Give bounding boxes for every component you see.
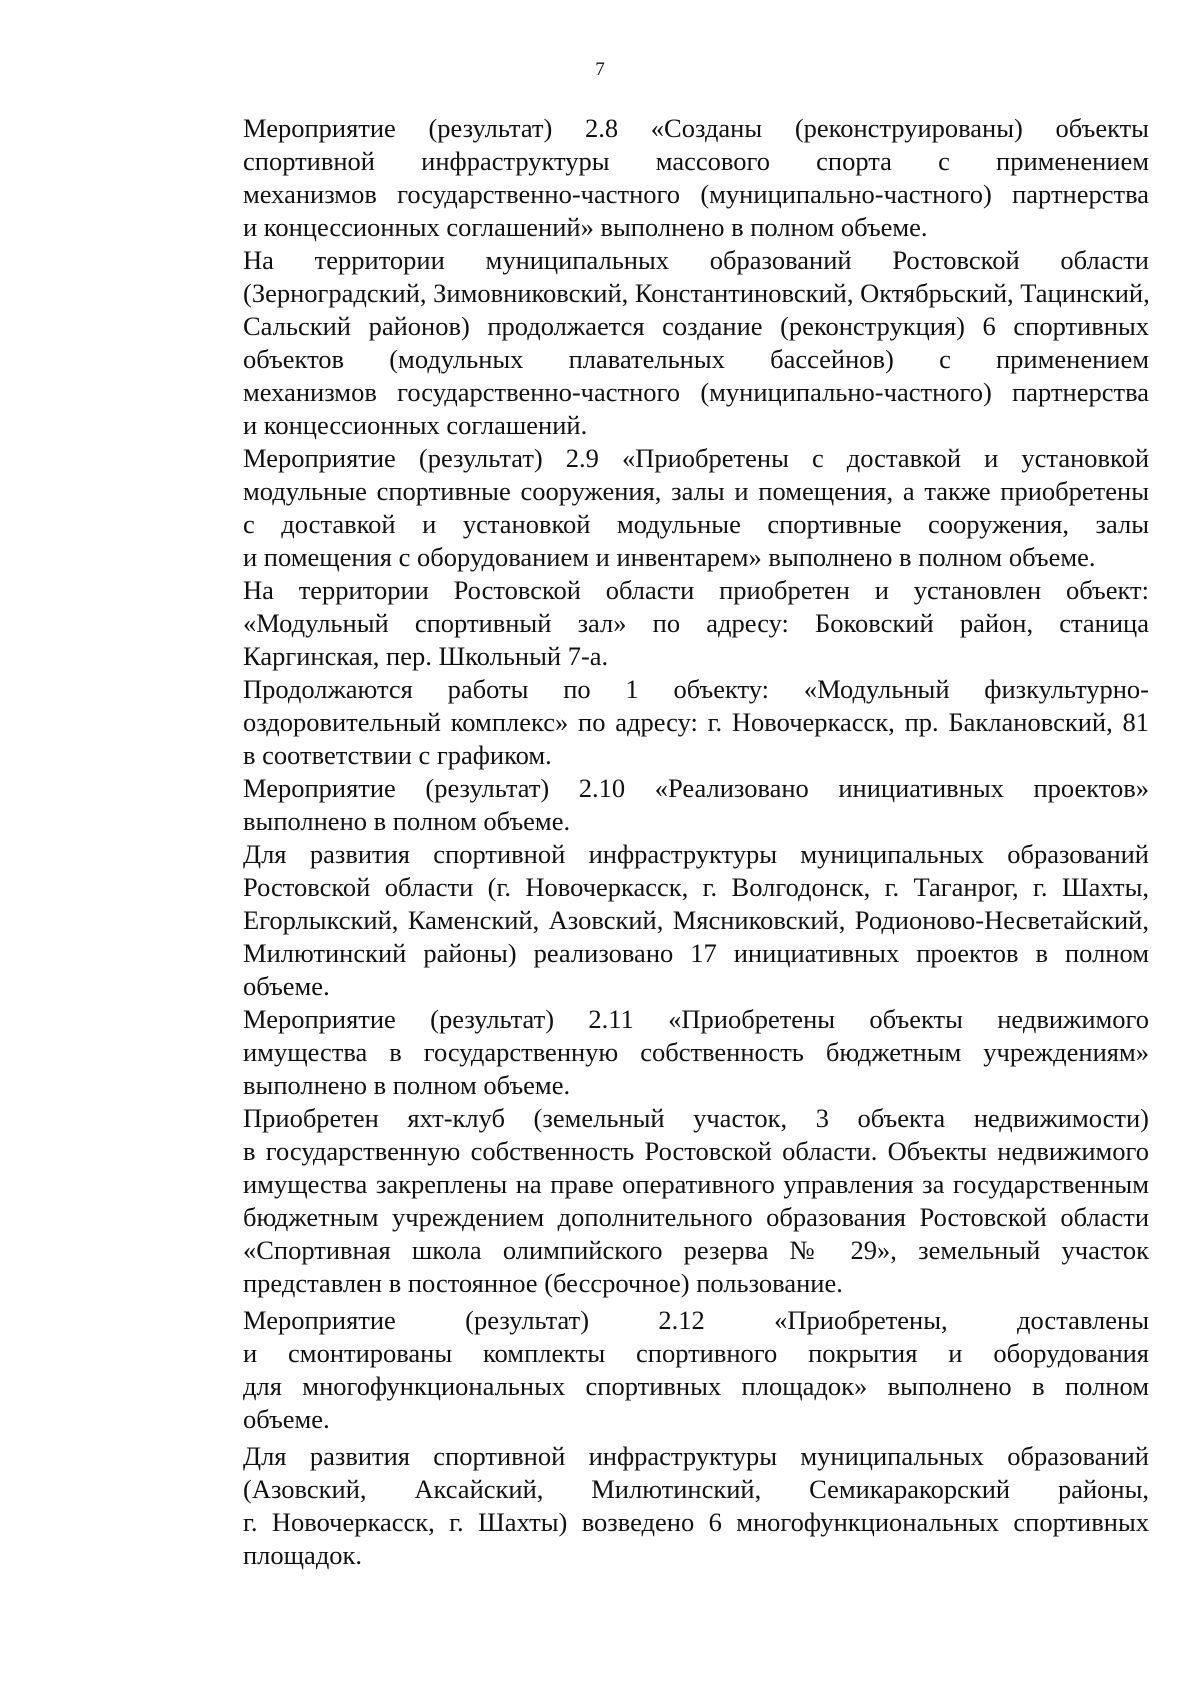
paragraph-line: объеме. xyxy=(243,1404,330,1434)
paragraph-line: Для развития спортивной инфраструктуры муниципальных образований xyxy=(243,839,1149,869)
paragraph-line: Мероприятие (результат) 2.9 «Приобретены с доставкой и установкой xyxy=(243,443,1149,473)
paragraph-line: объеме. xyxy=(243,971,330,1001)
paragraph-line: На территории Ростовской области приобретен и установлен объект: xyxy=(243,575,1149,605)
paragraph-line: оздоровительный комплекс» по адресу: г. Новочеркасск, пр. Баклановский, 81 xyxy=(243,707,1149,737)
paragraph-line: и концессионных соглашений» выполнено в полном объеме. xyxy=(243,212,928,242)
paragraph-line: имущества в государственную собственность бюджетным учреждениям» xyxy=(243,1037,1149,1067)
paragraph-line: механизмов государственно-частного (муниципально-частного) партнерства xyxy=(243,377,1149,407)
paragraph-line: представлен в постоянное (бессрочное) пользование. xyxy=(243,1268,843,1298)
paragraph-line: механизмов государственно-частного (муниципально-частного) партнерства xyxy=(243,179,1149,209)
paragraph-line: модульные спортивные сооружения, залы и помещения, а также приобретены xyxy=(243,476,1149,506)
paragraph xyxy=(172,1003,1149,1102)
paragraph-line: Мероприятие (результат) 2.12 «Приобретены, доставлены xyxy=(243,1305,1149,1335)
paragraph xyxy=(172,112,1149,244)
paragraph-line: «Модульный спортивный зал» по адресу: Боковский район, станица xyxy=(243,608,1149,638)
paragraph xyxy=(172,244,1149,442)
paragraph xyxy=(172,838,1149,1003)
paragraph-line: площадок. xyxy=(243,1540,363,1570)
paragraph xyxy=(172,772,1149,838)
paragraph xyxy=(172,442,1149,574)
paragraph xyxy=(172,1440,1149,1572)
paragraph xyxy=(172,673,1149,772)
paragraph-line: (Зерноградский, Зимовниковский, Константиновский, Октябрьский, Тацинский, xyxy=(243,278,1150,308)
paragraph-line: Для развития спортивной инфраструктуры муниципальных образований xyxy=(243,1441,1149,1471)
paragraph-line: Мероприятие (результат) 2.8 «Созданы (реконструированы) объекты xyxy=(243,113,1149,143)
paragraph-line: (Азовский, Аксайский, Милютинский, Семикаракорский районы, xyxy=(243,1474,1149,1504)
paragraph-line: выполнено в полном объеме. xyxy=(243,806,571,836)
paragraph-line: спортивной инфраструктуры массового спорта с применением xyxy=(243,146,1149,176)
paragraph-line: «Спортивная школа олимпийского резерва № 29», земельный участок xyxy=(243,1235,1149,1265)
paragraph-line: Продолжаются работы по 1 объекту: «Модульный физкультурно- xyxy=(243,674,1149,704)
paragraph-line: Милютинский районы) реализовано 17 инициативных проектов в полном xyxy=(243,938,1149,968)
page-number: 7 xyxy=(595,59,605,80)
paragraph-line: и концессионных соглашений. xyxy=(243,410,588,440)
paragraph-line: бюджетным учреждением дополнительного образования Ростовской области xyxy=(243,1202,1149,1232)
paragraph-line: с доставкой и установкой модульные спортивные сооружения, залы xyxy=(243,509,1149,539)
paragraph-line: и помещения с оборудованием и инвентарем» выполнено в полном объеме. xyxy=(243,542,1096,572)
paragraph xyxy=(172,1102,1149,1300)
paragraph-line: Приобретен яхт-клуб (земельный участок, 3 объекта недвижимости) xyxy=(243,1103,1149,1133)
paragraph-line: Мероприятие (результат) 2.10 «Реализовано инициативных проектов» xyxy=(243,773,1149,803)
paragraph-line: имущества закреплены на праве оперативного управления за государственным xyxy=(243,1169,1149,1199)
paragraph-line: и смонтированы комплекты спортивного покрытия и оборудования xyxy=(243,1338,1149,1368)
paragraph xyxy=(172,574,1149,673)
paragraph-line: На территории муниципальных образований Ростовской области xyxy=(243,245,1149,275)
paragraph-line: в соответствии с графиком. xyxy=(243,740,552,770)
paragraph-line: Сальский районов) продолжается создание (реконструкция) 6 спортивных xyxy=(243,311,1149,341)
paragraph-line: Егорлыкский, Каменский, Азовский, Мясниковский, Родионово-Несветайский, xyxy=(243,905,1149,935)
paragraph-line: объектов (модульных плавательных бассейнов) с применением xyxy=(243,344,1149,374)
paragraph-line: в государственную собственность Ростовской области. Объекты недвижимого xyxy=(243,1136,1149,1166)
paragraph-line: Каргинская, пер. Школьный 7-а. xyxy=(243,641,609,671)
document-body xyxy=(172,112,1149,1572)
paragraph-line: для многофункциональных спортивных площадок» выполнено в полном xyxy=(243,1371,1149,1401)
paragraph-line: Ростовской области (г. Новочеркасск, г. Волгодонск, г. Таганрог, г. Шахты, xyxy=(243,872,1149,902)
paragraph-line: выполнено в полном объеме. xyxy=(243,1070,571,1100)
paragraph-line: г. Новочеркасск, г. Шахты) возведено 6 многофункциональных спортивных xyxy=(243,1507,1149,1537)
paragraph xyxy=(172,1304,1149,1436)
paragraph-line: Мероприятие (результат) 2.11 «Приобретены объекты недвижимого xyxy=(243,1004,1149,1034)
